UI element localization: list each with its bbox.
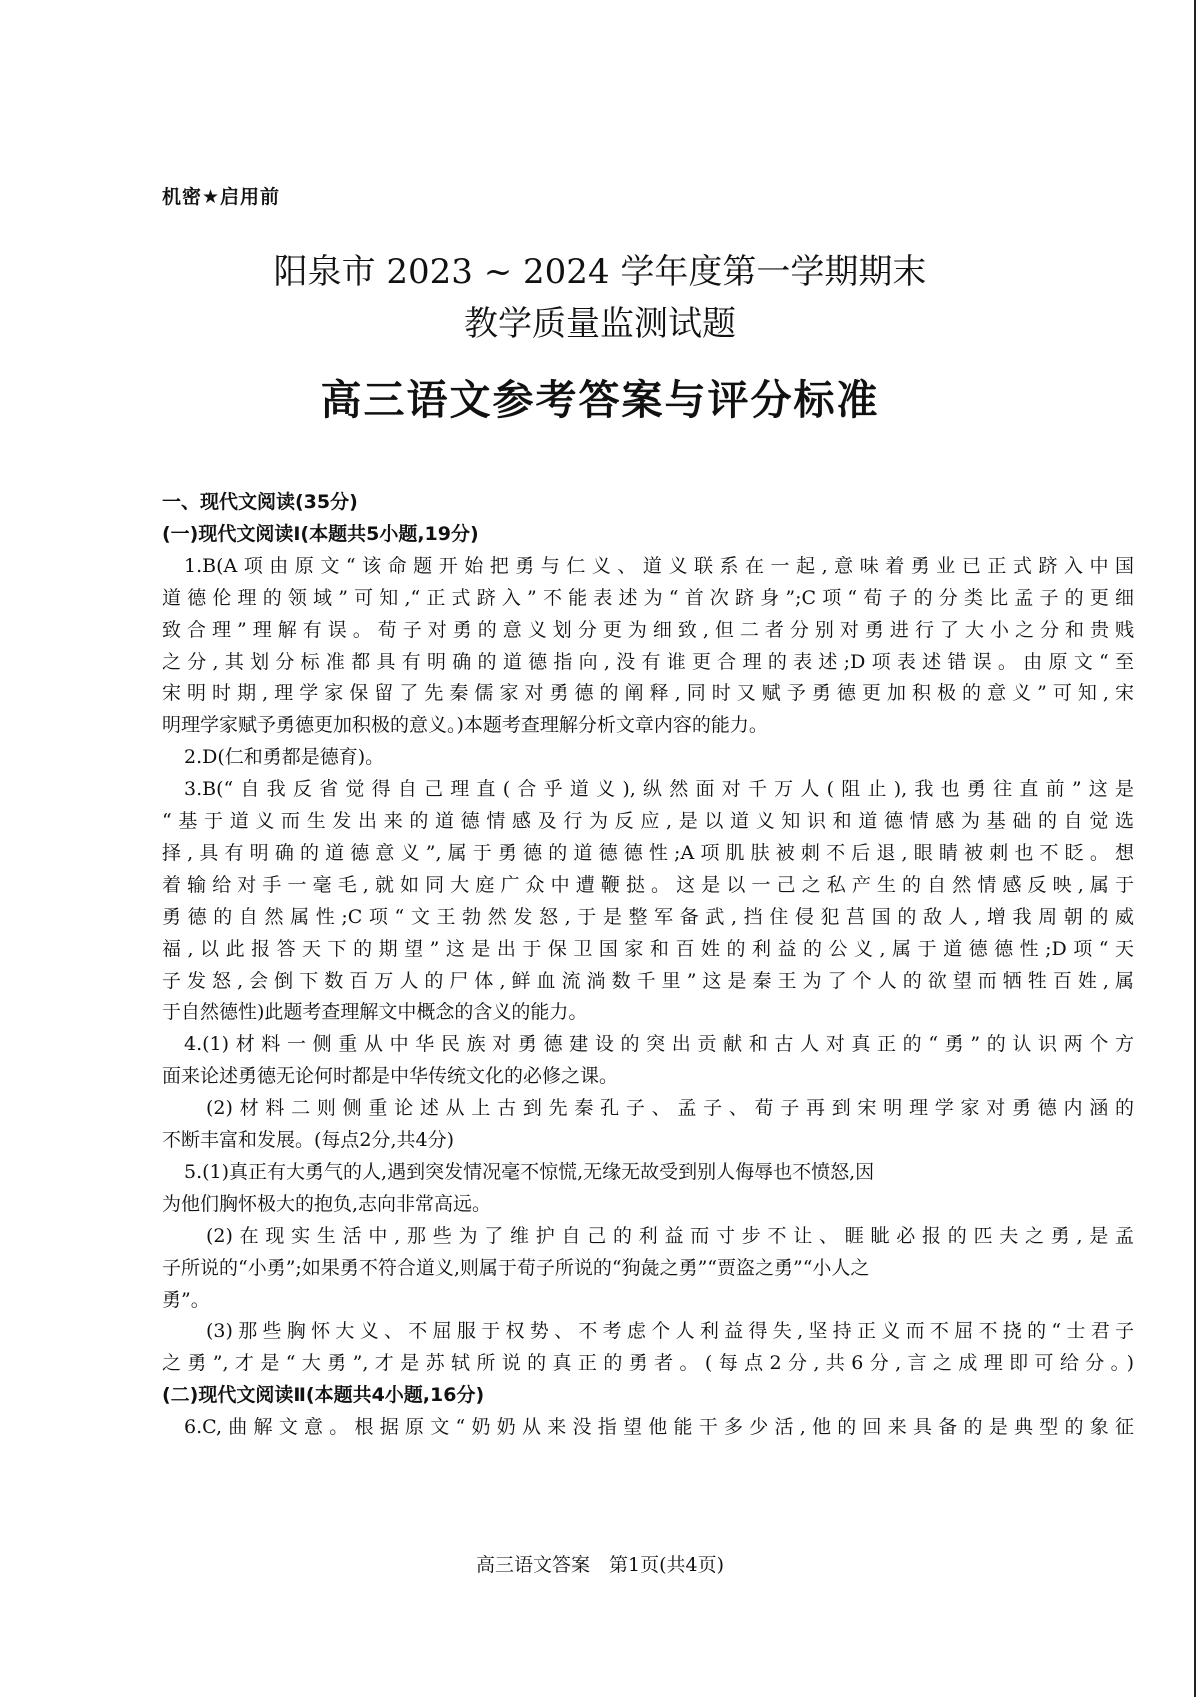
answer-line: 5.(1)真正有大勇气的人,遇到突发情况毫不惊慌,无缘无故受到别人侮辱也不愤怒,因 [184,1160,875,1183]
answer-line: (2)在现实生活中,那些为了维护自己的利益而寸步不让、睚眦必报的匹夫之勇,是孟 [206,1224,1134,1247]
answer-line: 不断丰富和发展。(每点2分,共4分) [162,1129,455,1151]
answer-line: 勇德的自然属性;C项“文王勃然发怒,于是整军备武,挡住侵犯莒国的敌人,增我周朝的威 [162,905,1134,928]
exam-title-line1: 阳泉市 2023 ~ 2024 学年度第一学期期末 [273,252,927,292]
answer-line: 之分,其划分标准都具有明确的道德指向,没有谁更合理的表述;D项表述错误。由原文“至 [162,650,1134,673]
answer-line: 择,具有明确的道德意义”,属于勇德的道德德性;A项肌肤被刺不后退,眼睛被刺也不眨。想 [162,841,1134,864]
answer-line: 面来论述勇德无论何时都是中华传统文化的必修之课。 [162,1065,619,1088]
answer-line: 之勇”,才是“大勇”,才是苏轼所说的真正的勇者。(每点2分,共6分,言之成理即可给分。) [162,1352,1134,1375]
answer-line: 6.C,曲解文意。根据原文“奶奶从来没指望他能干多少活,他的回来具备的是典型的象征 [184,1416,1134,1439]
answer-line: 勇”。 [162,1288,210,1311]
answer-line: (2)材料二则侧重论述从上古到先秦孔子、孟子、荀子再到宋明理学家对勇德内涵的 [206,1097,1134,1120]
answer-line: 子所说的“小勇”;如果勇不符合道义,则属于荀子所说的“狗彘之勇”“贾盗之勇”“小人之 [162,1256,870,1279]
answer-line: 4.(1)材料一侧重从中华民族对勇德建设的突出贡献和古人对真正的“勇”的认识两个方 [184,1033,1134,1056]
answer-line: 3.B(“自我反省觉得自己理直(合乎道义),纵然面对千万人(阻止),我也勇往直前”这是 [184,778,1134,801]
answer-line: 为他们胸怀极大的抱负,志向非常高远。 [162,1192,492,1215]
answer-line: (3)那些胸怀大义、不屈服于权势、不考虑个人利益得失,坚持正义而不屈不挠的“士君子 [206,1320,1134,1343]
section-heading: (一)现代文阅读Ⅰ(本题共5小题,19分) [162,522,479,545]
document-title: 高三语文参考答案与评分标准 [320,376,880,424]
answer-line: 宋明时期,理学家保留了先秦儒家对勇德的阐释,同时又赋予勇德更加积极的意义”可知,宋 [162,682,1134,705]
section-heading: 一、现代文阅读(35分) [162,491,358,513]
answer-line: 1.B(A项由原文“该命题开始把勇与仁义、道义联系在一起,意味着勇业已正式跻入中国 [184,554,1134,577]
answer-line: 福,以此报答天下的期望”这是出于保卫国家和百姓的利益的公义,属于道德德性;D项“天 [162,937,1134,960]
answer-line: 2.D(仁和勇都是德育)。 [184,746,385,769]
answer-line: “基于道义而生发出来的道德情感及行为反应,是以道义知识和道德情感为基础的自觉选 [162,810,1134,832]
answer-line: 明理学家赋予勇德更加积极的意义。)本题考查理解分析文章内容的能力。 [162,714,768,737]
answer-line: 致合理”理解有误。荀子对勇的意义划分更为细致,但二者分别对勇进行了大小之分和贵贱 [162,618,1134,641]
answer-line: 道德伦理的领域”可知,“正式跻入”不能表述为“首次跻身”;C项“荀子的分类比孟子的更细 [162,586,1134,609]
section-heading: (二)现代文阅读Ⅱ(本题共4小题,16分) [162,1384,485,1407]
scan-edge-line [1194,0,1196,1697]
answer-line: 着输给对手一毫毛,就如同大庭广众中遭鞭挞。这是以一己之私产生的自然情感反映,属于 [162,873,1134,896]
answer-line: 于自然德性)此题考查理解文中概念的含义的能力。 [162,1001,588,1024]
page-footer: 高三语文答案 第1页(共4页) [475,1554,724,1576]
exam-title-line2: 教学质量监测试题 [464,304,736,344]
confidential-mark: 机密★启用前 [162,186,281,208]
answer-line: 子发怒,会倒下数百万人的尸体,鲜血流淌数千里”这是秦王为了个人的欲望而牺牲百姓,属 [162,969,1134,992]
